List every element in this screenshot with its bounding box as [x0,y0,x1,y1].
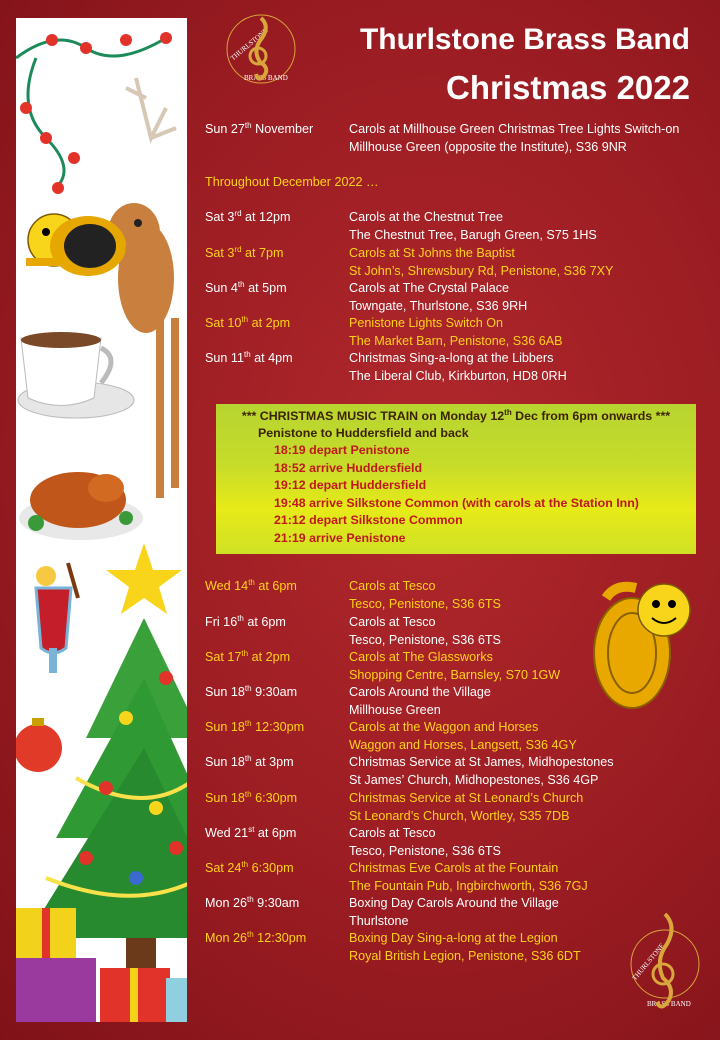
event-address: Shopping Centre, Barnsley, S70 1GW [349,667,561,682]
throughout-december-label: Throughout December 2022 … [205,175,379,189]
music-train-heading: *** CHRISTMAS MUSIC TRAIN on Monday 12th Dec from 6pm onwards *** [241,407,671,423]
event-when: Sun 4th at 5pm [205,279,287,295]
train-stop: 19:48 arrive Silkstone Common (with carols at the Station Inn) [274,495,639,510]
event-row [205,350,705,386]
event-when: Sun 11th at 4pm [205,349,293,365]
event-row [205,121,705,157]
event-address: Millhouse Green (opposite the Institute), S36 9NR [349,139,627,154]
event-title: Boxing Day Sing-a-long at the Legion [349,931,558,945]
event-when: Sun 27th November [205,120,314,136]
event-address: The Fountain Pub, Ingbirchworth, S36 7GJ [349,878,588,893]
event-title: Carols at Tesco [349,615,436,629]
event-address: The Market Barn, Penistone, S36 6AB [349,333,563,348]
event-row [205,825,705,861]
trumpet-smiley-icon [26,214,126,276]
svg-text:BRASS BAND: BRASS BAND [647,1000,691,1008]
mulled-wine-icon [36,563,78,673]
event-address: Royal British Legion, Penistone, S36 6DT [349,948,581,963]
event-address: St James’ Church, Midhopestones, S36 4GP [349,772,599,787]
train-stop: 21:12 depart Silkstone Common [274,513,463,527]
event-title: Carols at the Chestnut Tree [349,210,504,224]
tuba-smiley-icon [586,578,696,723]
reindeer-icon [106,78,179,498]
event-when: Sat 24th 6:30pm [205,859,294,875]
event-row [205,860,705,896]
train-stop: 18:52 arrive Huddersfield [274,460,423,475]
event-title: Christmas Service at St Leonard’s Church [349,791,584,805]
event-title: Carols at Tesco [349,579,436,593]
event-title: Carols at St Johns the Baptist [349,246,515,260]
event-address: The Chestnut Tree, Barugh Green, S75 1HS [349,227,597,242]
train-stop: 18:19 depart Penistone [274,443,410,457]
event-title: Carols at The Glassworks [349,650,493,664]
event-when: Fri 16th at 6pm [205,613,286,629]
event-address: Tesco, Penistone, S36 6TS [349,843,501,858]
event-when: Sun 18th 12:30pm [205,718,305,734]
event-when: Sun 18th 9:30am [205,683,298,699]
svg-text:THURLSTONE: THURLSTONE [229,26,270,63]
event-address: Waggon and Horses, Langsett, S36 4GY [349,737,577,752]
event-address: Millhouse Green [349,702,441,717]
event-row [205,209,705,245]
band-logo-icon [222,10,300,88]
event-row [205,245,705,281]
event-row [205,315,705,351]
event-address: St John’s, Shrewsbury Rd, Penistone, S36 7XY [349,263,614,278]
event-address: St Leonard’s Church, Wortley, S35 7DB [349,808,570,823]
event-title: Carols Around the Village [349,685,491,699]
event-row [205,790,705,826]
event-title: Carols at Millhouse Green Christmas Tree Lights Switch-on [349,122,680,136]
event-when: Wed 21st at 6pm [205,824,297,840]
christmas-lights-icon [16,32,172,194]
band-logo-icon [625,908,705,1020]
event-when: Wed 14th at 6pm [205,577,297,593]
train-stop: 21:19 arrive Penistone [274,530,406,545]
event-title: Christmas Eve Carols at the Fountain [349,861,559,875]
music-train-box [216,404,696,554]
coffee-cup-icon [18,332,134,418]
event-address: Tesco, Penistone, S36 6TS [349,632,501,647]
event-title: Boxing Day Carols Around the Village [349,896,559,910]
event-when: Mon 26th 12:30pm [205,929,307,945]
event-when: Sat 10th at 2pm [205,314,291,330]
event-title: Christmas Service at St James, Midhopestones [349,755,614,769]
event-address: The Liberal Club, Kirkburton, HD8 0RH [349,368,567,383]
event-row [205,754,705,790]
event-when: Sat 17th at 2pm [205,648,291,664]
event-row [205,719,705,755]
event-title: Carols at Tesco [349,826,436,840]
event-when: Sat 3rd at 7pm [205,244,284,260]
event-title: Carols at the Waggon and Horses [349,720,539,734]
event-row [205,280,705,316]
event-title: Penistone Lights Switch On [349,316,504,330]
event-when: Sun 18th at 3pm [205,753,294,769]
event-address: Towngate, Thurlstone, S36 9RH [349,298,528,313]
svg-text:THURLSTONE: THURLSTONE [630,941,667,983]
svg-text:BRASS BAND: BRASS BAND [244,74,288,82]
roast-turkey-icon [19,472,143,540]
event-when: Mon 26th 9:30am [205,894,300,910]
decorative-strip [16,18,187,1022]
page-title-season: Christmas 2022 [446,69,690,106]
train-stop: 19:12 depart Huddersfield [274,478,427,492]
event-title: Carols at The Crystal Palace [349,281,510,295]
event-address: Tesco, Penistone, S36 6TS [349,596,501,611]
event-details [349,121,709,156]
page-title-band: Thurlstone Brass Band [359,23,690,56]
event-address: Thurlstone [349,913,409,928]
event-when: Sun 18th 6:30pm [205,789,298,805]
star-icon [106,543,182,614]
event-when: Sat 3rd at 12pm [205,208,291,224]
event-title: Christmas Sing-a-long at the Libbers [349,351,554,365]
music-train-route: Penistone to Huddersfield and back [258,426,469,440]
bauble-icon [16,718,62,772]
